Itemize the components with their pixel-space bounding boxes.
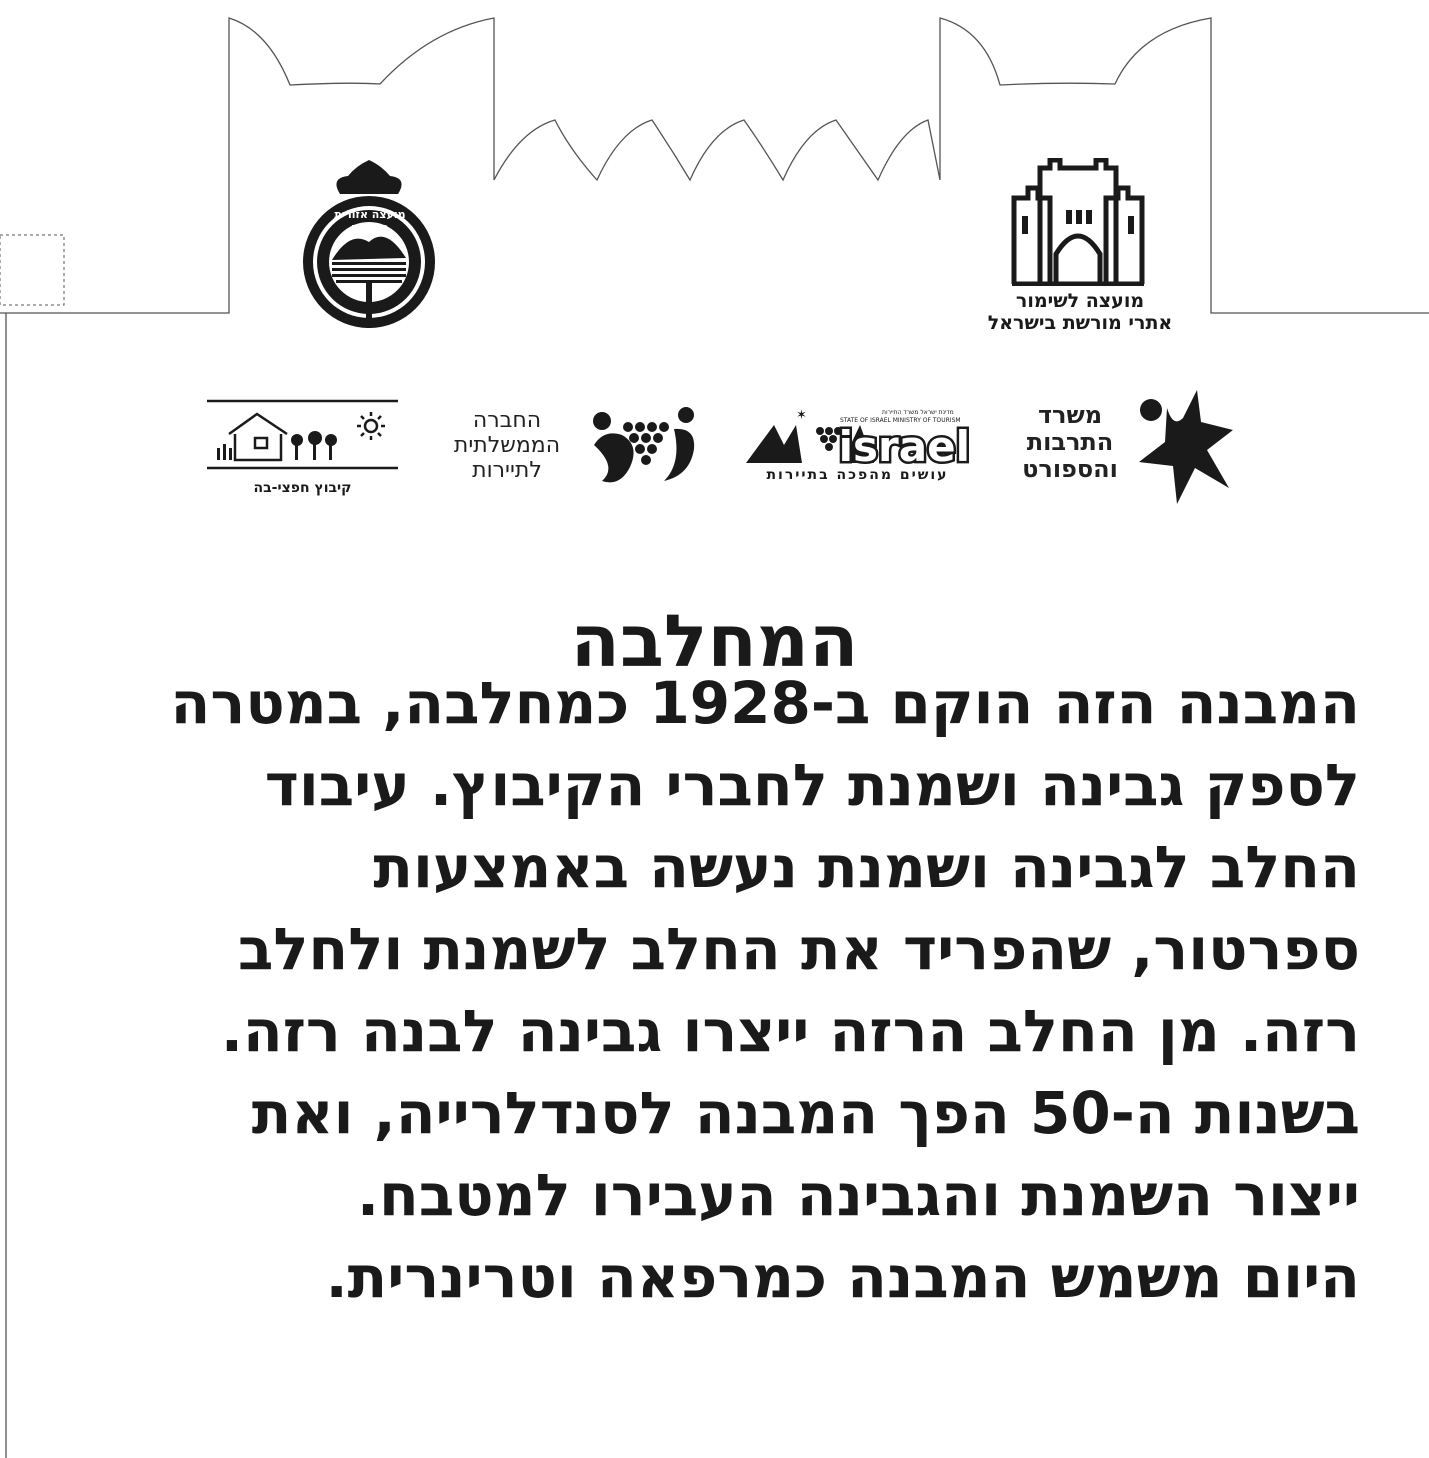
body-line: לספק גבינה ושמנת לחברי הקיבוץ. עיבוד <box>264 751 1360 819</box>
body-line: החלב לגבינה ושמנת נעשה באמצעות <box>373 833 1360 901</box>
body-line: היום משמש המבנה כמרפאה וטרינרית. <box>325 1243 1360 1311</box>
heritage-logo <box>1010 158 1146 286</box>
gtc-line2: הממשלתית <box>453 433 561 458</box>
tourism-ministry-logo <box>744 405 976 467</box>
culture-ministry-text <box>1010 402 1130 483</box>
grapes-figures-icon <box>590 405 698 487</box>
gate-icon <box>1010 158 1146 286</box>
culture-line1: משרד <box>1037 401 1103 429</box>
gtc-text <box>432 408 582 483</box>
heritage-caption <box>965 290 1195 334</box>
house-sun-icon <box>205 398 400 476</box>
regional-council-logo <box>300 158 438 332</box>
body-line: ייצור השמנת והגבינה העבירו למטבח. <box>356 1161 1360 1229</box>
kibbutz-logo <box>205 398 400 476</box>
tourism-wordmark: israel <box>838 422 970 467</box>
sign-title: המחלבה <box>570 599 859 684</box>
culture-line2: התרבות <box>1026 428 1114 456</box>
gtc-line3: לתיירות <box>472 458 542 483</box>
heritage-line1: מועצה לשימור <box>1015 290 1145 312</box>
council-emblem-icon <box>300 158 438 332</box>
svg-text:✶: ✶ <box>796 408 807 423</box>
star-figure-icon <box>1137 388 1235 506</box>
culture-ministry-logo <box>1137 388 1235 506</box>
tourism-top-hebrew: מדינת ישראל משרד התיירות <box>882 409 954 416</box>
sign-body <box>78 662 1360 1318</box>
heritage-line2: אתרי מורשת בישראל <box>987 312 1173 334</box>
tourism-caption: עושים מהפכה בתיירות <box>766 467 949 483</box>
body-line: רזה. מן החלב הרזה ייצרו גבינה לבנה רזה. <box>220 997 1360 1065</box>
kibbutz-caption: קיבוץ חפצי-בה <box>253 480 352 496</box>
body-line: בשנות ה-50 הפך המבנה לסנדלרייה, ואת <box>251 1079 1360 1147</box>
body-line: ספרטור, שהפריד את החלב לשמנת ולחלב <box>237 915 1360 983</box>
council-ring-text: מועצה אזורית הגלבוע <box>334 208 406 234</box>
gtc-line1: החברה <box>472 408 542 433</box>
gtc-logo <box>590 405 698 487</box>
culture-line3: והספורט <box>1022 455 1118 483</box>
body-line: המבנה הזה הוקם ב-1928 כמחלבה, במטרה <box>170 669 1360 737</box>
tourism-top-english: STATE OF ISRAEL MINISTRY OF TOURISM <box>840 417 961 424</box>
